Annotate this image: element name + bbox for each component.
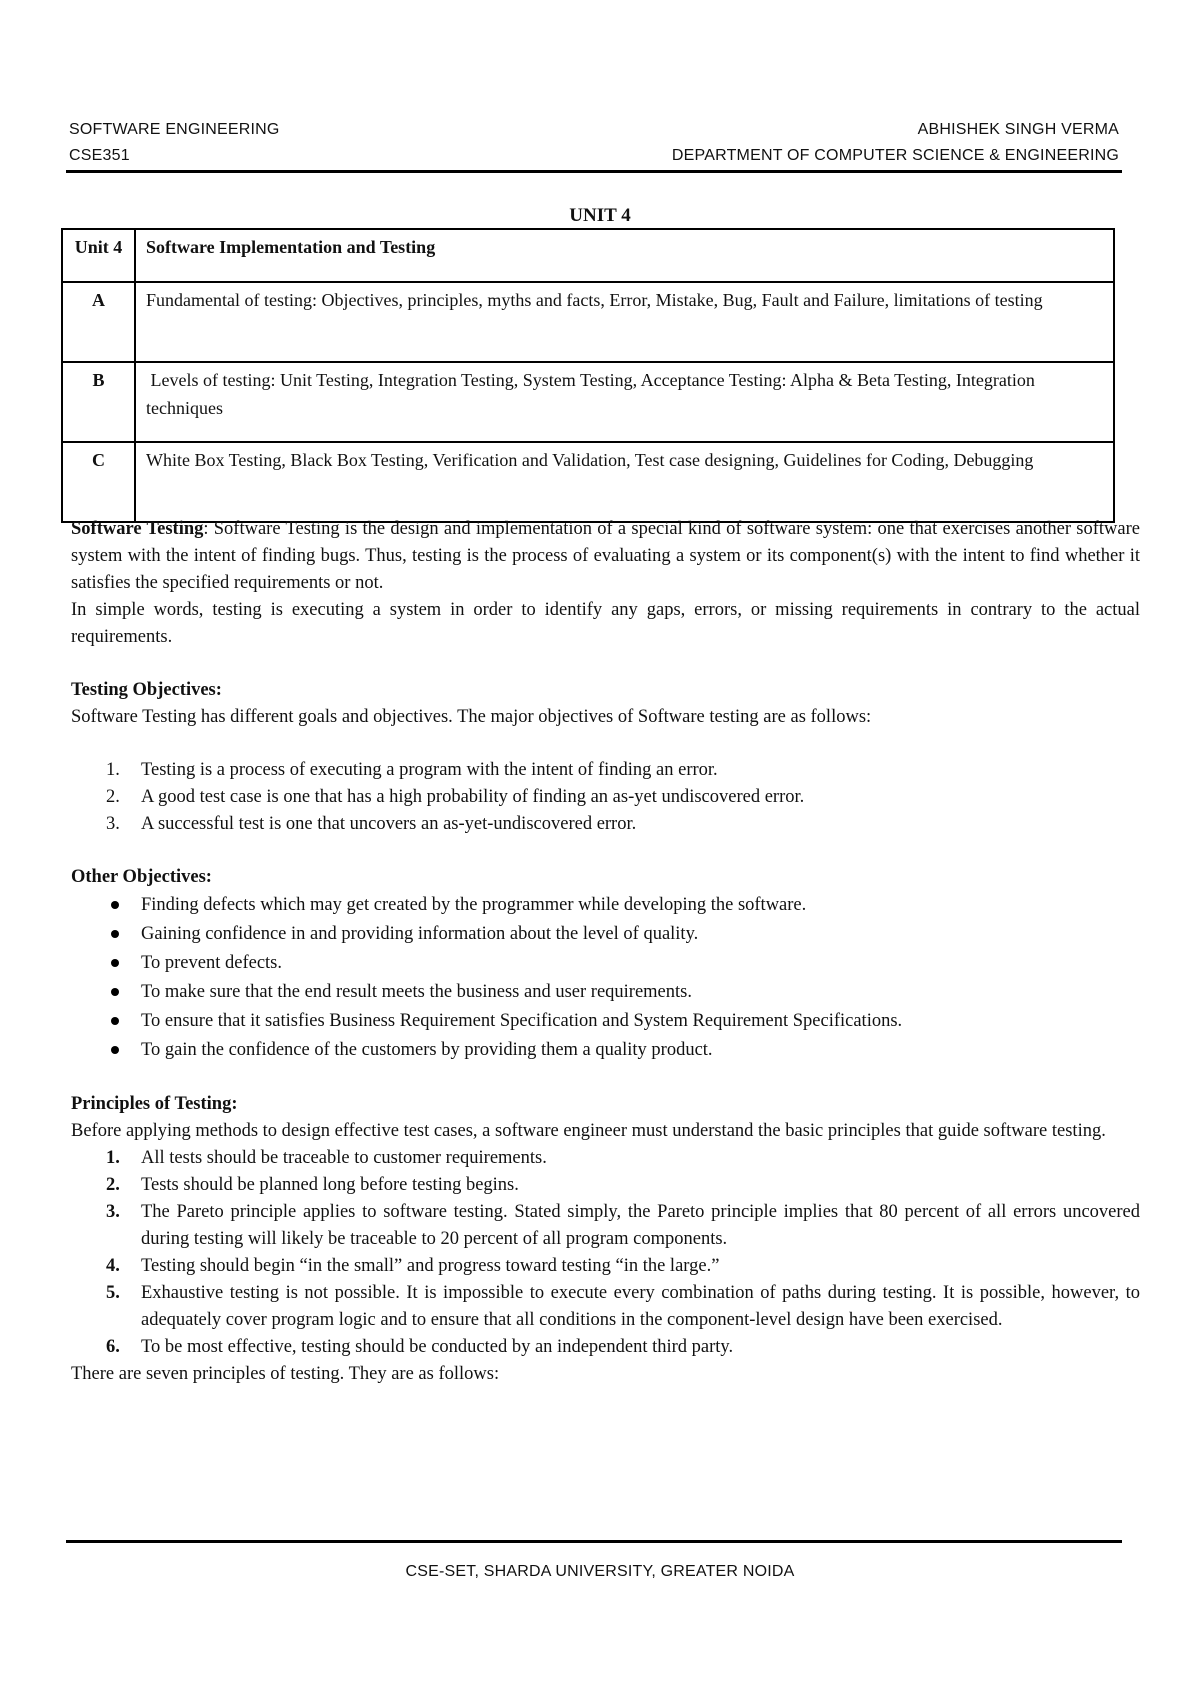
- table-row: [62, 362, 1114, 442]
- table-cell-value: Levels of testing: Unit Testing, Integration Testing, System Testing, Acceptance Testing: Alpha & Beta Testing, Integration techniques: [135, 362, 1114, 442]
- list-item: [71, 1007, 1140, 1036]
- department-name: DEPARTMENT OF COMPUTER SCIENCE & ENGINEERING: [671, 147, 1119, 164]
- unit-title: UNIT 4: [569, 205, 631, 226]
- table-row: [62, 282, 1114, 362]
- table-cell-value: White Box Testing, Black Box Testing, Verification and Validation, Test case designing, Guidelines for Coding, Debugging: [135, 442, 1114, 522]
- software-testing-term: Software Testing: [71, 519, 204, 539]
- bullet-icon: [111, 988, 119, 996]
- list-item-text: Testing is a process of executing a program with the intent of finding an error.: [141, 760, 718, 780]
- list-marker: 3.: [106, 1202, 120, 1222]
- list-marker: 6.: [106, 1337, 120, 1357]
- bullet-icon: [111, 930, 119, 938]
- list-item: [71, 757, 1140, 784]
- list-marker: 1.: [106, 760, 120, 780]
- list-item: [71, 1036, 1140, 1065]
- list-item-text: To gain the confidence of the customers by providing them a quality product.: [141, 1040, 713, 1060]
- table-row: [62, 442, 1114, 522]
- list-item-text: Tests should be planned long before testing begins.: [141, 1175, 519, 1195]
- list-item-text: To make sure that the end result meets the business and user requirements.: [141, 982, 692, 1002]
- table-cell-value: Fundamental of testing: Objectives, principles, myths and facts, Error, Mistake, Bug, Fault and Failure, limitations of testing: [135, 282, 1114, 362]
- testing-objectives-heading: Testing Objectives:: [71, 680, 222, 700]
- list-item: [71, 949, 1140, 978]
- principles-heading: Principles of Testing:: [71, 1094, 238, 1114]
- software-testing-definition: : Software Testing is the design and implementation of a special kind of software system: one that exercises another software system with the intent of finding bugs. Thus, testing is the process of evaluating a system or its component(s) with the intent to find whether it satisfies the specified requirements or not.: [71, 519, 1140, 593]
- list-item: [71, 920, 1140, 949]
- list-marker: 5.: [106, 1283, 120, 1303]
- list-item-text: To prevent defects.: [141, 953, 282, 973]
- list-item-text: Testing should begin “in the small” and progress toward testing “in the large.”: [141, 1256, 720, 1276]
- list-item-text: Exhaustive testing is not possible. It is impossible to execute every combination of paths during testing. It is possible, however, to adequately cover program logic and to ensure that all conditions in the component-level design have been exercised.: [141, 1283, 1140, 1330]
- principles-list: [71, 1145, 1140, 1361]
- list-item: [71, 1334, 1140, 1361]
- list-item-text: Gaining confidence in and providing information about the level of quality.: [141, 924, 699, 944]
- list-item-text: A good test case is one that has a high probability of finding an as-yet undiscovered error.: [141, 787, 805, 807]
- testing-objectives-list: [71, 757, 1140, 838]
- list-item: [71, 784, 1140, 811]
- list-marker: 1.: [106, 1148, 120, 1168]
- principles-closing: There are seven principles of testing. They are as follows:: [71, 1364, 500, 1384]
- list-item: [71, 811, 1140, 838]
- bullet-icon: [111, 1046, 119, 1054]
- list-item-text: The Pareto principle applies to software testing. Stated simply, the Pareto principle implies that 80 percent of all errors uncovered during testing will likely be traceable to 20 percent of all program components.: [141, 1202, 1140, 1249]
- list-marker: 4.: [106, 1256, 120, 1276]
- table-cell-key: Unit 4: [62, 229, 135, 282]
- course-code: CSE351: [69, 147, 130, 164]
- list-marker: 3.: [106, 814, 120, 834]
- list-item: [71, 1145, 1140, 1172]
- table-cell-key: A: [62, 282, 135, 362]
- table-cell-key: C: [62, 442, 135, 522]
- list-item: [71, 1253, 1140, 1280]
- bullet-icon: [111, 959, 119, 967]
- list-item: [71, 891, 1140, 920]
- author-name: ABHISHEK SINGH VERMA: [917, 121, 1119, 138]
- list-item: [71, 1172, 1140, 1199]
- other-objectives-heading: Other Objectives:: [71, 867, 212, 887]
- list-item: [71, 1199, 1140, 1253]
- principles-intro: Before applying methods to design effective test cases, a software engineer must understand the basic principles that guide software testing.: [71, 1121, 1106, 1141]
- list-item: [71, 1280, 1140, 1334]
- list-item: [71, 978, 1140, 1007]
- bullet-icon: [111, 901, 119, 909]
- footer-rule: [66, 1540, 1122, 1543]
- list-item-text: To be most effective, testing should be conducted by an independent third party.: [141, 1337, 734, 1357]
- software-testing-paragraph: [71, 516, 1140, 597]
- course-name: SOFTWARE ENGINEERING: [69, 121, 280, 138]
- list-item-text: Finding defects which may get created by the programmer while developing the software.: [141, 895, 807, 915]
- bullet-icon: [111, 1017, 119, 1025]
- footer-text: CSE-SET, SHARDA UNIVERSITY, GREATER NOIDA: [405, 1563, 795, 1580]
- testing-objectives-intro: Software Testing has different goals and objectives. The major objectives of Software testing are as follows:: [71, 707, 872, 727]
- simple-words-paragraph: In simple words, testing is executing a system in order to identify any gaps, errors, or missing requirements in contrary to the actual requirements.: [71, 600, 1140, 647]
- table-cell-value: Software Implementation and Testing: [135, 229, 1114, 282]
- syllabus-table: [61, 228, 1115, 523]
- table-cell-key: B: [62, 362, 135, 442]
- list-item-text: A successful test is one that uncovers an as-yet-undiscovered error.: [141, 814, 637, 834]
- list-marker: 2.: [106, 787, 120, 807]
- other-objectives-list: [71, 891, 1140, 1065]
- document-body: [71, 516, 1140, 1388]
- table-row: [62, 229, 1114, 282]
- header-rule: [66, 170, 1122, 173]
- list-item-text: To ensure that it satisfies Business Requirement Specification and System Requirement Specifications.: [141, 1011, 903, 1031]
- list-item-text: All tests should be traceable to customer requirements.: [141, 1148, 547, 1168]
- list-marker: 2.: [106, 1175, 120, 1195]
